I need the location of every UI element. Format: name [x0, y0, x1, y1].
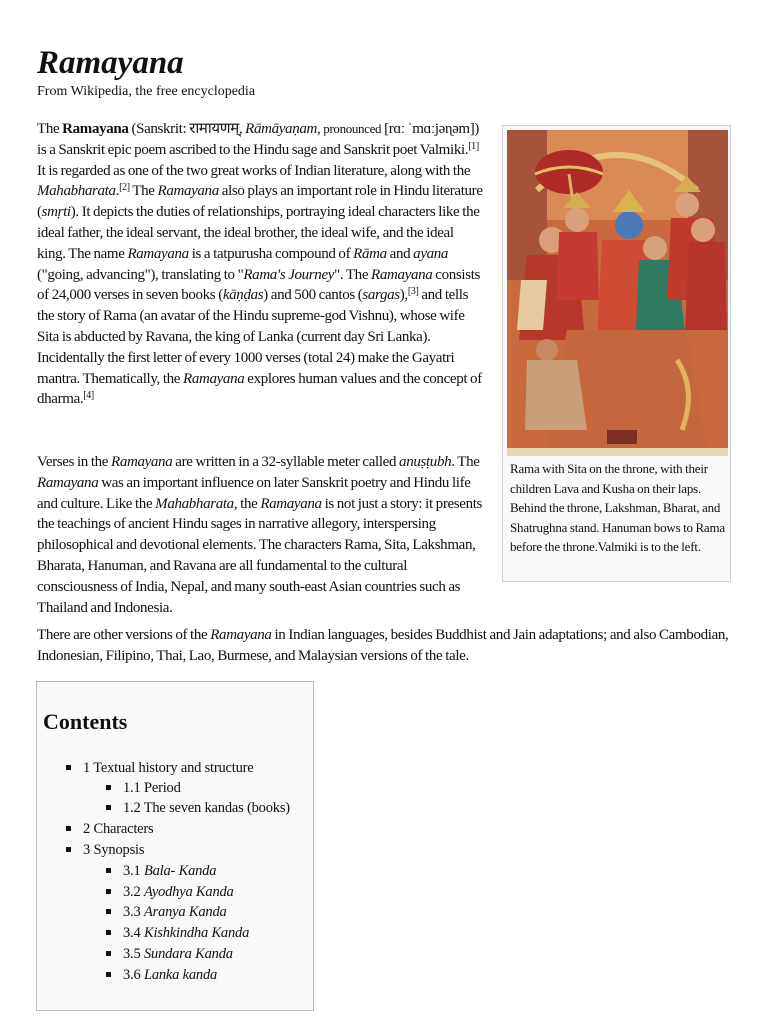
bullet-icon [106, 972, 111, 977]
bullet-icon [66, 826, 71, 831]
bullet-icon [106, 951, 111, 956]
toc-item-kishkindha-kanda[interactable]: 3.4 Kishkindha Kanda [123, 923, 249, 943]
rama-sita-throne-painting[interactable] [507, 130, 728, 456]
toc-item-period[interactable]: 1.1 Period [123, 778, 181, 798]
bullet-icon [106, 889, 111, 894]
anustubh-link[interactable]: anuṣṭubh [399, 454, 452, 470]
toc-item-ayodhya-kanda[interactable]: 3.2 Ayodhya Kanda [123, 882, 234, 902]
toc-item-synopsis[interactable]: 3 Synopsis [83, 840, 144, 860]
bullet-icon [106, 868, 111, 873]
toc-item-seven-kandas[interactable]: 1.2 The seven kandas (books) [123, 798, 290, 818]
toc-item-bala-kanda[interactable]: 3.1 Bala- Kanda [123, 861, 216, 881]
toc-title: Contents [43, 709, 128, 734]
verses-paragraph: Verses in the Ramayana are written in a 32-syllable meter called anuṣṭubh. The Ramayana was an important influence on later Sanskrit poetry and Hindu life and culture. Like the Mahabharata, the Ramayana is not just a story: it presents the teachings of ancient Hindu sages in narrative allegory, interspersing philosophical and devotional elements. The characters Rama, Sita, Lakshman, Bharata, Hanuman, and Ravana are all fundamental to the cultural consciousness of India, Nepal, and many south-east Asian countries such as Thailand and Indonesia. [37, 454, 483, 616]
pronunciation-link[interactable]: pronounced [323, 121, 382, 136]
mahabharata-link[interactable]: Mahabharata [37, 183, 116, 200]
citation-2[interactable]: [2] [119, 182, 130, 194]
bullet-icon [106, 909, 111, 914]
toc-item-sundara-kanda[interactable]: 3.5 Sundara Kanda [123, 944, 233, 964]
citation-1[interactable]: [1] [468, 140, 479, 152]
bullet-icon [66, 765, 71, 770]
toc-item-textual-history[interactable]: 1 Textual history and structure [83, 758, 254, 778]
article-subtitle: From Wikipedia, the free encyclopedia [37, 84, 256, 99]
sanskrit-word-link[interactable]: रामायणम् [189, 121, 239, 137]
toc-item-aranya-kanda[interactable]: 3.3 Aranya Kanda [123, 902, 227, 922]
toc-item-characters[interactable]: 2 Characters [83, 819, 154, 839]
intro-paragraph: The Ramayana (Sanskrit: रामायणम्, Rāmāyaṇam, pronounced [rɑː ˈmɑːjəɳəm]) is a Sanskrit epic poem ascribed to the Hindu sage and Sanskrit poet Valmiki.[1] It is regarded as one of the two great works of Indian literature, along with the Mahabharata.[2] The Ramayana also plays an important role in Hindu literature (smṛti). It depicts the duties of relationships, portraying ideal characters like the ideal father, the ideal servant, the ideal brother, the ideal wife, and the ideal king. The name Ramayana is a tatpurusha compound of Rāma and ayana ("going, advancing"), translating to "Rama's Journey". The Ramayana consists of 24,000 verses in seven books (kāṇḍas) and 500 cantos (sargas),[3] and tells the story of Rama (an avatar of the Hindu supreme-god Vishnu), whose wife Sita is abducted by Ravana, the king of Lanka (current day Sri Lanka). Incidentally the first letter of every 1000 verses (total 24) make the Gayatri mantra. Thematically, the Ramayana explores human values and the concept of dharma.[4] [37, 121, 483, 408]
bullet-icon [106, 930, 111, 935]
figure-caption: Rama with Sita on the throne, with their children Lava and Kusha on their laps. Behind the throne, Lakshman, Bharat, and Shatrughna stand. Hanuman bows to Rama before the throne.Valmiki is to the left. [510, 461, 725, 554]
article-title: Ramayana [37, 45, 184, 81]
bullet-icon [106, 805, 111, 810]
bullet-icon [106, 785, 111, 790]
figure-box [502, 125, 731, 582]
table-of-contents [36, 681, 314, 1011]
bullet-icon [66, 847, 71, 852]
toc-item-lanka-kanda[interactable]: 3.6 Lanka kanda [123, 965, 217, 985]
smrti-link[interactable]: smṛti [41, 204, 71, 221]
citation-4[interactable]: [4] [83, 390, 94, 402]
versions-paragraph: There are other versions of the Ramayana in Indian languages, besides Buddhist and Jain adaptations; and also Cambodian, Indonesian, Filipino, Thai, Lao, Burmese, and Malaysian versions of the tale. [37, 627, 729, 664]
citation-3[interactable]: [3] [407, 286, 419, 298]
